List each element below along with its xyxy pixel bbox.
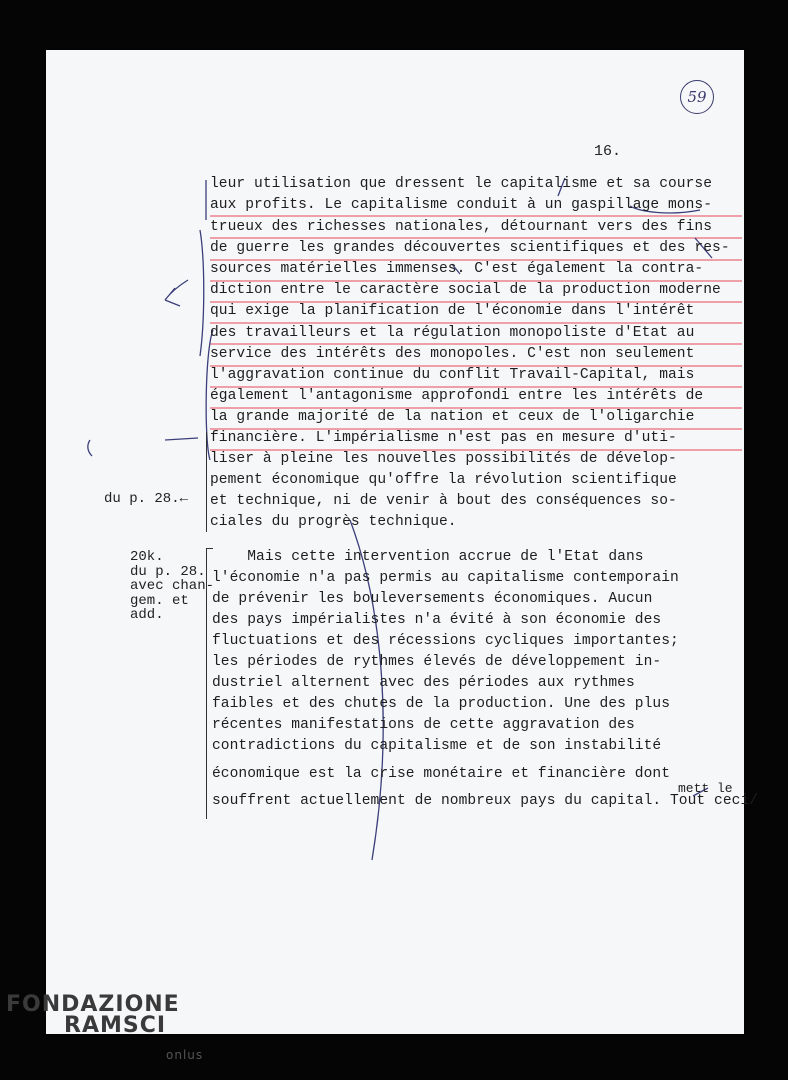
text-line: des pays impérialistes n'a évité à son économie des (212, 612, 662, 628)
text-line: trueux des richesses nationales, détournant vers des fins (210, 219, 713, 235)
text-line: sources matérielles immenses. C'est également la contra- (210, 261, 704, 277)
text-line: faibles et des chutes de la production. Une des plus (212, 696, 670, 712)
text-line: contradictions du capitalisme et de son instabilité (212, 738, 662, 754)
text-line: dustriel alternent avec des périodes aux rythmes (212, 675, 635, 691)
text-line: financière. L'impérialisme n'est pas en mesure d'uti- (210, 430, 677, 446)
text-line: fluctuations et des récessions cycliques importantes; (212, 633, 679, 649)
text-line: aux profits. Le capitalisme conduit à un gaspillage mons- (210, 197, 713, 213)
text-line: la grande majorité de la nation et ceux de l'oligarchie (210, 409, 695, 425)
text-line: pement économique qu'offre la révolution scientifique (210, 472, 677, 488)
logo-line-2: RAMSCI (64, 1013, 167, 1038)
margin-note-first: du p. 28.← (104, 491, 189, 507)
margin-note-second: 20k. du p. 28. avec chan- gem. et add. (130, 549, 215, 623)
text-line: des travailleurs et la régulation monopoliste d'Etat au (210, 325, 695, 341)
text-line: diction entre le caractère social de la production moderne (210, 282, 721, 298)
text-line: l'aggravation continue du conflit Travail-Capital, mais (210, 367, 695, 383)
text-line: qui exige la planification de l'économie dans l'intérêt (210, 303, 695, 319)
text-line: économique est la crise monétaire et financière dont (212, 766, 670, 782)
logo-line-3: onlus (166, 1048, 204, 1062)
logo-line-1: FONDAZIONE (6, 992, 180, 1017)
text-line: également l'antagonisme approfondi entre les intérêts de (210, 388, 704, 404)
text-line: les périodes de rythmes élevés de développement in- (212, 654, 662, 670)
page-number: 16. (594, 143, 622, 160)
text-line: leur utilisation que dressent le capitalisme et sa course (210, 176, 713, 192)
margin-note-bottom: mett le (678, 781, 733, 796)
text-line: Mais cette intervention accrue de l'Etat dans (212, 549, 644, 565)
text-line: de prévenir les bouleversements économiques. Aucun (212, 591, 653, 607)
text-line: et technique, ni de venir à bout des conséquences so- (210, 493, 677, 509)
archive-page-number: 59 (680, 80, 714, 114)
text-line: ciales du progrès technique. (210, 514, 457, 530)
text-line: de guerre les grandes découvertes scientifiques et des res- (210, 240, 730, 256)
first-section-bracket (206, 432, 207, 532)
fondazione-gramsci-logo (6, 992, 204, 1062)
text-line: récentes manifestations de cette aggravation des (212, 717, 635, 733)
text-line: l'économie n'a pas permis au capitalisme contemporain (212, 570, 679, 586)
text-line: liser à pleine les nouvelles possibilités de dévelop- (210, 451, 677, 467)
text-line: service des intérêts des monopoles. C'est non seulement (210, 346, 695, 362)
text-line: souffrent actuellement de nombreux pays du capital. Tout ceci/ (212, 793, 759, 809)
